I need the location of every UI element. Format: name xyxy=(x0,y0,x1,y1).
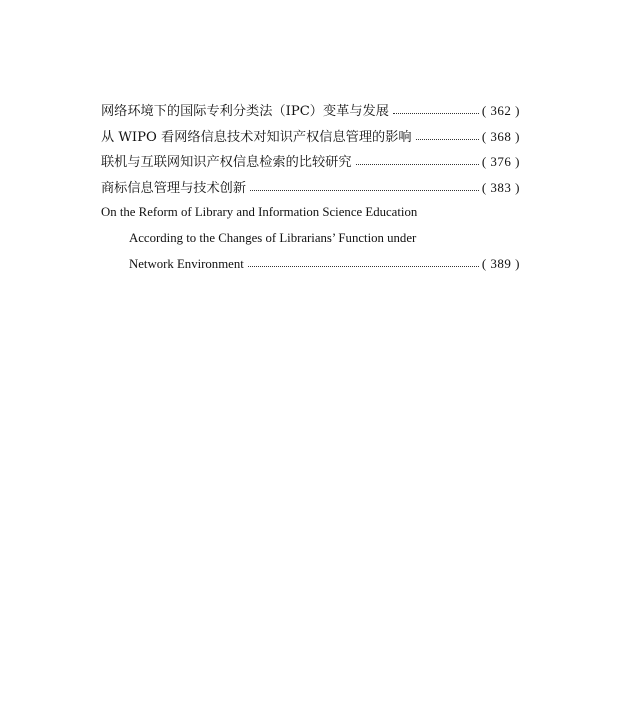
toc-entry-page: ( 368 ) xyxy=(481,128,520,144)
toc-entry-title-line: On the Reform of Library and Information Science Education xyxy=(101,205,418,219)
toc-entry-title-line: Network Environment xyxy=(129,257,244,271)
toc-entry-line[interactable] xyxy=(101,226,520,252)
toc-entry-title: 商标信息管理与技术创新 xyxy=(101,180,247,196)
toc-entry-title-line: According to the Changes of Librarians’ Function under xyxy=(129,230,417,245)
toc-entry-page: ( 376 ) xyxy=(481,154,520,169)
toc-entry-title: 网络环境下的国际专利分类法（IPC）变革与发展 xyxy=(101,104,389,119)
dot-leader xyxy=(248,266,479,267)
dot-leader xyxy=(393,113,479,114)
toc-entry-page: ( 383 ) xyxy=(481,179,520,195)
table-of-contents xyxy=(101,98,520,277)
dot-leader xyxy=(416,139,479,140)
dot-leader xyxy=(250,190,479,191)
toc-entry-line[interactable] xyxy=(101,251,520,277)
toc-entry-page: ( 389 ) xyxy=(481,256,520,271)
toc-entry-title: 联机与互联网知识产权信息检索的比较研究 xyxy=(101,155,352,170)
toc-entry-line[interactable] xyxy=(101,200,520,226)
toc-entry[interactable] xyxy=(101,175,520,201)
toc-entry-page: ( 362 ) xyxy=(481,103,520,118)
toc-entry[interactable] xyxy=(101,124,520,150)
toc-entry-title: 从 WIPO 看网络信息技术对知识产权信息管理的影响 xyxy=(101,129,412,145)
dot-leader xyxy=(356,164,479,165)
toc-entry[interactable] xyxy=(101,98,520,124)
toc-entry[interactable] xyxy=(101,149,520,175)
